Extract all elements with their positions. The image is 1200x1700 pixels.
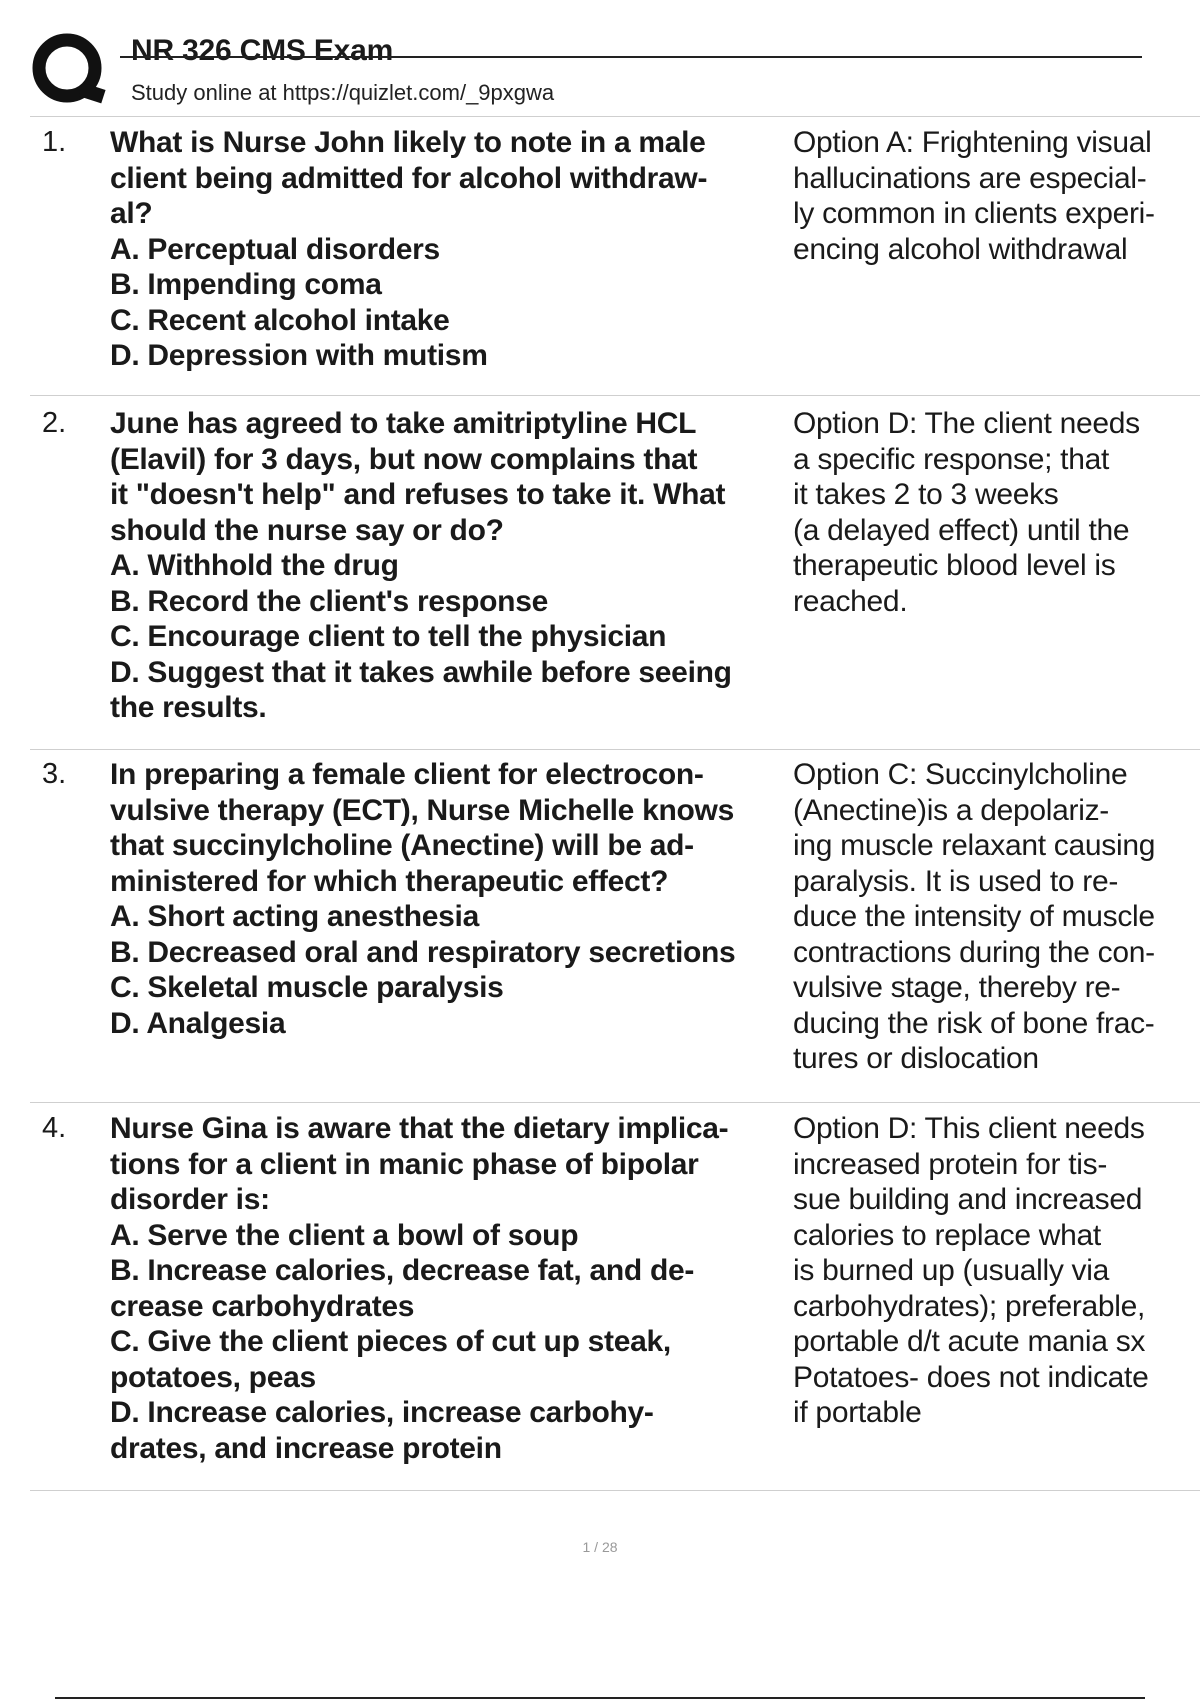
document-title: NR 326 CMS Exam [131, 34, 394, 67]
question-number: 3. [42, 758, 67, 790]
question-number: 4. [42, 1112, 67, 1144]
question-row-3 [30, 757, 1200, 1103]
question-number: 1. [42, 126, 67, 158]
question-number: 2. [42, 407, 67, 439]
question-row-1 [30, 125, 1200, 396]
answer-text: Option C: Succinylcholine (Anectine)is a depolariz- ing muscle relaxant causing paralysis. It is used to re- duce the intensity of muscle contractions during the con- vulsive stage, thereby re- ducing the risk of bone frac- tures or dislocation [793, 758, 1156, 1075]
question-row-4 [30, 1111, 1200, 1491]
question-text: In preparing a female client for electrocon- vulsive therapy (ECT), Nurse Michelle knows that succinylcholine (Anectine) will be ad- ministered for which therapeutic effect? A. Short acting anesthesia B. Decreased oral and respiratory secretions C. Skeletal muscle paralysis D. Analgesia [110, 758, 736, 1040]
study-online-link[interactable]: Study online at https://quizlet.com/_9pxgwa [131, 80, 555, 105]
question-text: June has agreed to take amitriptyline HCL (Elavil) for 3 days, but now complains that it "doesn't help" and refuses to take it. What should the nurse say or do? A. Withhold the drug B. Record the client's response C. Encourage client to tell the physician D. Suggest that it takes awhile before seeing the results. [110, 407, 732, 724]
page-number: 1 / 28 [582, 1539, 618, 1555]
question-text: Nurse Gina is aware that the dietary implica- tions for a client in manic phase of bipolar disorder is: A. Serve the client a bowl of soup B. Increase calories, decrease fat, and de- crease carbohydrates C. Give the client pieces of cut up steak, potatoes, peas D. Increase calories, increase carbohy- drates, and increase protein [110, 1112, 729, 1465]
answer-text: Option A: Frightening visual hallucinations are especial- ly common in clients experi- encing alcohol withdrawal [793, 126, 1155, 266]
quizlet-q-icon [30, 30, 110, 110]
header-divider [30, 116, 1200, 117]
question-row-2 [30, 406, 1200, 750]
question-text: What is Nurse John likely to note in a male client being admitted for alcohol withdraw- al? A. Perceptual disorders B. Impending coma C. Recent alcohol intake D. Depression with mutism [110, 126, 708, 372]
answer-text: Option D: This client needs increased protein for tis- sue building and increased calories to replace what is burned up (usually via carbohydrates); preferable, portable d/t acute mania sx Potatoes- does not indicate if portable [793, 1112, 1149, 1429]
answer-text: Option D: The client needs a specific response; that it takes 2 to 3 weeks (a delayed effect) until the therapeutic blood level is reached. [793, 407, 1140, 618]
title-strike-rule [120, 56, 1142, 58]
footer-divider [55, 1697, 1145, 1699]
